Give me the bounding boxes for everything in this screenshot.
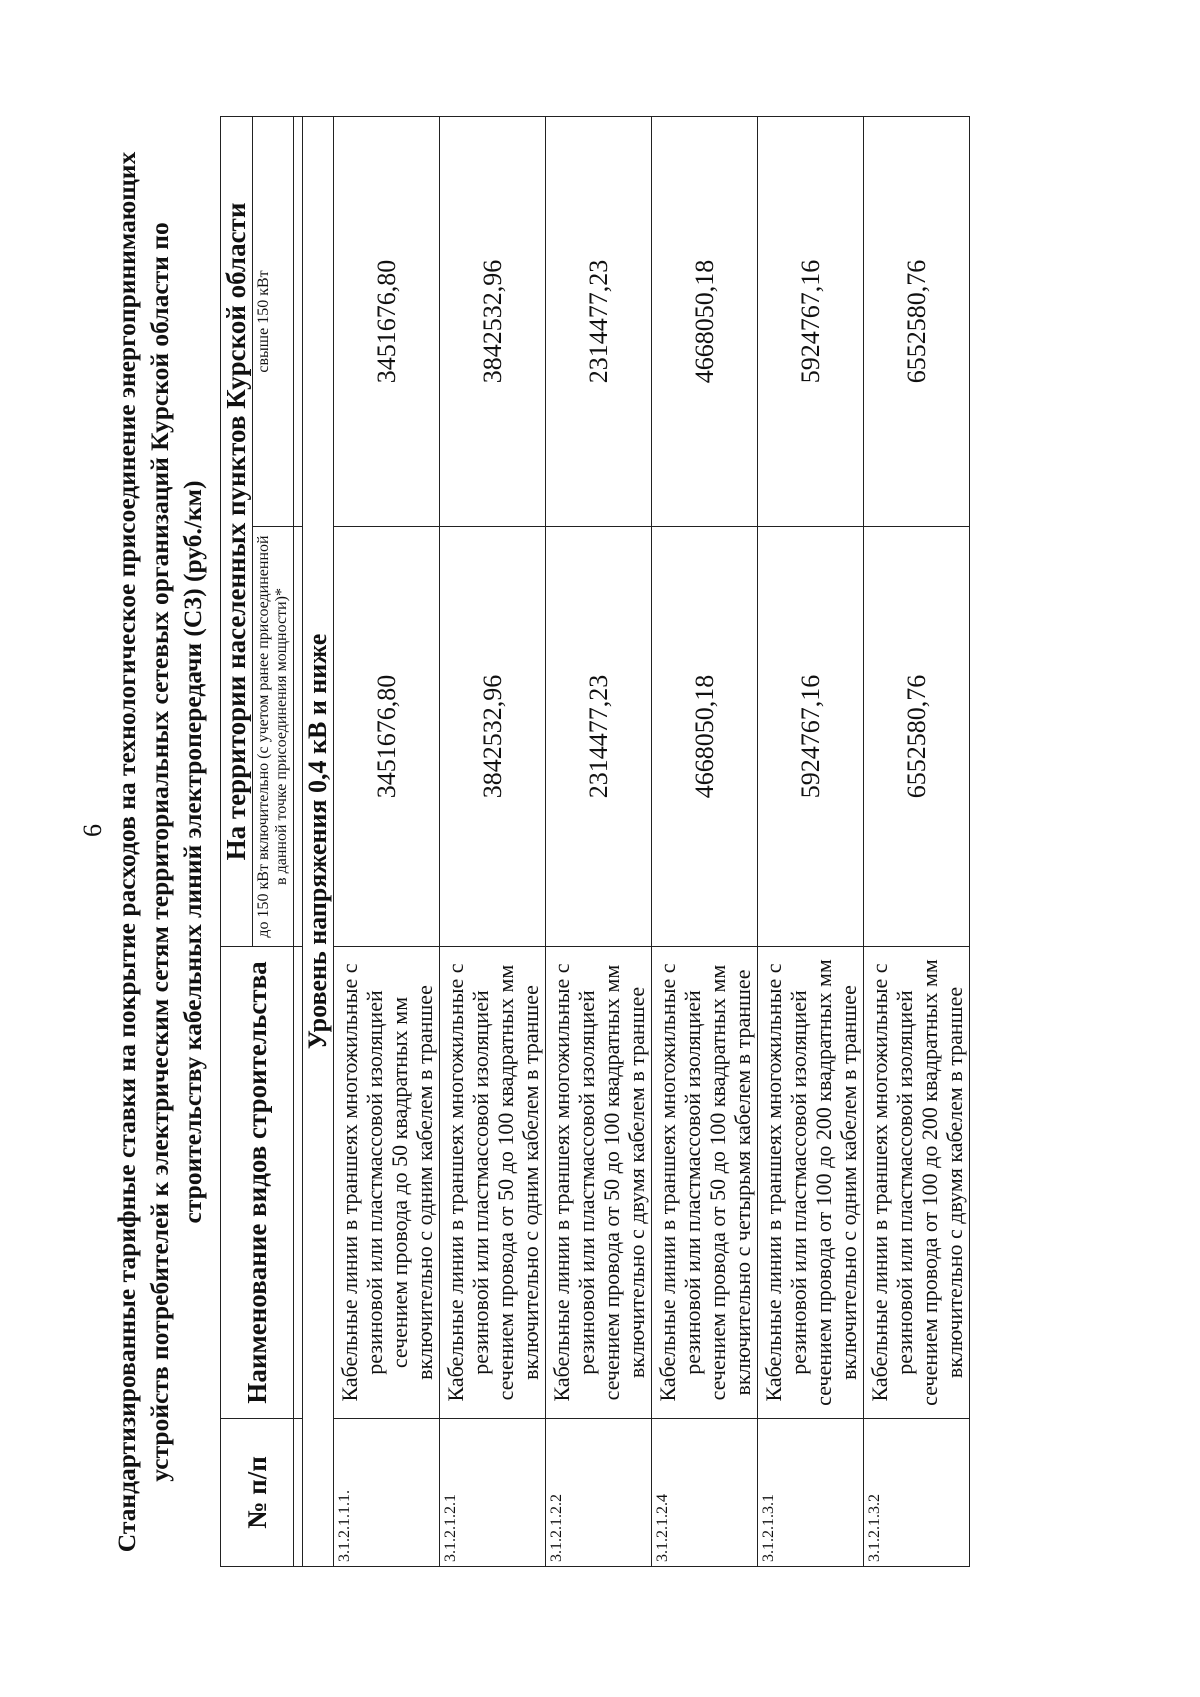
title-line: строительству кабельных линий электропередачи (С3) (руб./км)	[178, 480, 207, 1224]
spacer-row	[294, 116, 303, 1566]
row-value-up-to-150: 6552580,76	[864, 527, 970, 947]
voltage-level-row	[303, 116, 334, 1566]
row-code: 3.1.2.1.1.1.	[334, 1419, 440, 1567]
row-code: 3.1.2.1.2.1	[440, 1419, 546, 1567]
row-description: Кабельные линии в траншеях многожильные с резиновой или пластмассовой изоляцией сечением провода от 100 до 200 квадратных мм включительно с одним кабелем в траншее	[758, 947, 864, 1419]
row-value-up-to-150: 3842532,96	[440, 527, 546, 947]
row-value-over-150: 4668050,18	[652, 116, 758, 526]
row-code: 3.1.2.1.3.1	[758, 1419, 864, 1567]
table-row	[546, 116, 652, 1566]
table-row	[652, 116, 758, 1566]
row-description: Кабельные линии в траншеях многожильные с резиновой или пластмассовой изоляцией сечением провода от 50 до 100 квадратных мм включительно с одним кабелем в траншее	[440, 947, 546, 1419]
title-line: устройств потребителей к электрическим сетям территориальных сетевых организаций Курской области по	[145, 222, 174, 1482]
row-value-up-to-150: 4668050,18	[652, 527, 758, 947]
header-territory-group: На территории населенных пунктов Курской области	[221, 116, 253, 946]
row-value-over-150: 3842532,96	[440, 116, 546, 526]
header-row	[221, 116, 253, 1566]
header-over-150kw: свыше 150 кВт	[253, 116, 294, 526]
table-row	[758, 116, 864, 1566]
row-code: 3.1.2.1.2.4	[652, 1419, 758, 1567]
header-up-to-150kw: до 150 кВт включительно (с учетом ранее присоединенной в данной точке присоединения мощности)*	[253, 527, 294, 947]
row-value-over-150: 3451676,80	[334, 116, 440, 526]
tariff-table	[220, 116, 970, 1567]
row-description: Кабельные линии в траншеях многожильные с резиновой или пластмассовой изоляцией сечением провода от 50 до 100 квадратных мм включительно с четырьмя кабелем в траншее	[652, 947, 758, 1419]
title-line: Стандартизированные тарифные ставки на покрытие расходов на технологическое присоединение энергопринимающих	[112, 151, 141, 1553]
row-value-over-150: 2314477,23	[546, 116, 652, 526]
table-row	[864, 116, 970, 1566]
row-value-over-150: 6552580,76	[864, 116, 970, 526]
row-value-up-to-150: 5924767,16	[758, 527, 864, 947]
row-code: 3.1.2.1.3.2	[864, 1419, 970, 1567]
row-value-up-to-150: 3451676,80	[334, 527, 440, 947]
header-num: № п/п	[221, 1419, 294, 1567]
document-title	[110, 102, 209, 1602]
page-number: 6	[78, 824, 107, 837]
row-description: Кабельные линии в траншеях многожильные с резиновой или пластмассовой изоляцией сечением провода от 50 до 100 квадратных мм включительно с двумя кабелем в траншее	[546, 947, 652, 1419]
voltage-level-label: Уровень напряжения 0,4 кВ и ниже	[303, 116, 334, 1566]
row-code: 3.1.2.1.2.2	[546, 1419, 652, 1567]
header-name: Наименование видов строительства	[221, 947, 294, 1419]
table-row	[334, 116, 440, 1566]
row-description: Кабельные линии в траншеях многожильные с резиновой или пластмассовой изоляцией сечением провода до 50 квадратных мм включительно с одним кабелем в траншее	[334, 947, 440, 1419]
row-value-up-to-150: 2314477,23	[546, 527, 652, 947]
row-description: Кабельные линии в траншеях многожильные с резиновой или пластмассовой изоляцией сечением провода от 100 до 200 квадратных мм включительно с двумя кабелем в траншее	[864, 947, 970, 1419]
table-row	[440, 116, 546, 1566]
row-value-over-150: 5924767,16	[758, 116, 864, 526]
